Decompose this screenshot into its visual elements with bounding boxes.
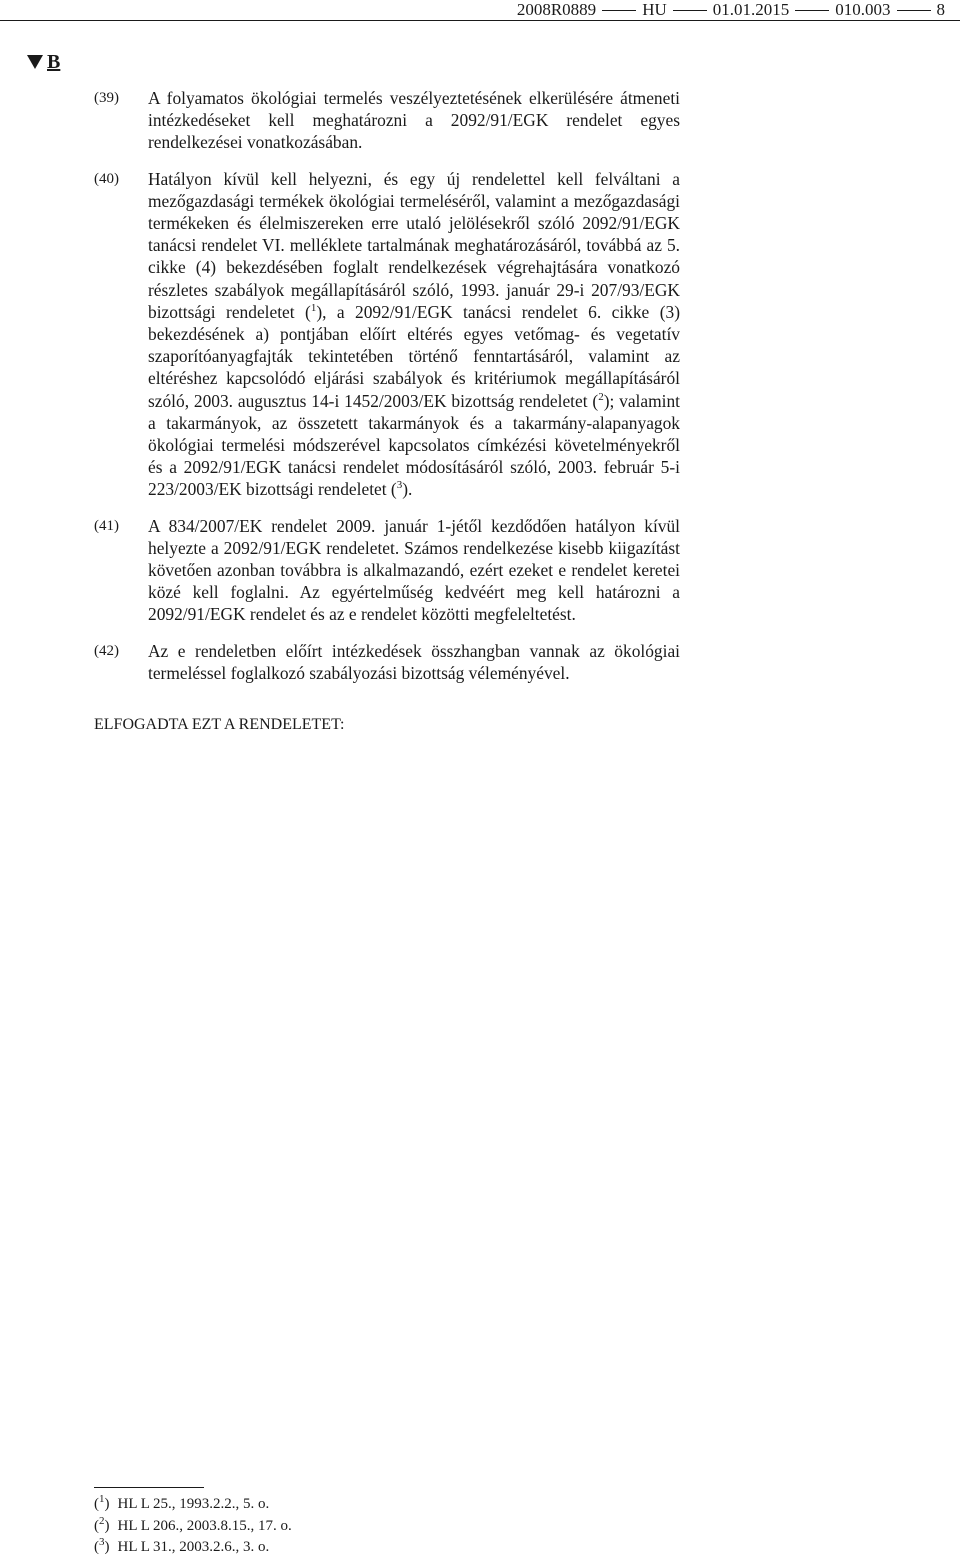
footnote-mark: 3 xyxy=(99,1536,105,1548)
footnote-rule xyxy=(94,1487,204,1488)
footnote-ref-2[interactable]: 2 xyxy=(598,390,604,403)
recital-41 xyxy=(0,515,960,626)
footnote-1: ($^1$) HL L 25., 1993.2.2., 5. o. xyxy=(94,1493,270,1512)
header-dash xyxy=(897,10,931,11)
recital-number: (41) xyxy=(94,517,119,534)
recital-text xyxy=(148,168,680,501)
header-celex: 2008R0889 xyxy=(516,0,597,19)
recital-text: A 834/2007/EK rendelet 2009. január 1-jétől kezdődően hatályon kívül helyezte a 2092/91/EGK rendeletet. Számos rendelkezése kisebb kiigazítást követően azonban továbbra is alkalmazandó, ezért ezeket e rendelet keretei közé kell foglalni. Az egyértelműség kedvéért meg kell határozni a 2092/91/EGK rendelet és az e rendelet közötti megfeleltetést. xyxy=(148,515,680,625)
recital-text-part: ). xyxy=(402,479,413,500)
header-dash xyxy=(602,10,636,11)
document-body xyxy=(0,87,960,736)
footnote-2: ($^2$) HL L 206., 2003.8.15., 17. o. xyxy=(94,1514,292,1534)
header-date: 01.01.2015 xyxy=(712,0,790,19)
header-dash xyxy=(673,10,707,11)
header-rule xyxy=(0,20,960,21)
footnote-ref-1[interactable]: 1 xyxy=(310,302,317,315)
footnote-mark: 1 xyxy=(99,1493,105,1505)
recital-text: Az e rendeletben előírt intézkedések összhangban vannak az ökológiai termeléssel foglalkozó szabályozási bizottság véleményével. xyxy=(148,640,680,683)
recital-39 xyxy=(0,87,960,154)
amendment-code: B xyxy=(47,51,61,73)
footnote-ref-3[interactable]: 3 xyxy=(396,479,403,492)
recital-42 xyxy=(0,640,960,684)
adoption-formula: ELFOGADTA EZT A RENDELETET: xyxy=(94,716,345,734)
footnote-text: HL L 25., 1993.2.2., 5. o. xyxy=(117,1496,270,1512)
running-header xyxy=(517,0,945,20)
header-lang: HU xyxy=(642,0,667,19)
recital-text: A folyamatos ökológiai termelés veszélyeztetésének elkerülésére átmeneti intézkedéseket kell meghatározni a 2092/91/EGK rendelet egyes rendelkezései vonatkozásában. xyxy=(148,88,680,153)
recital-number: (40) xyxy=(94,170,119,187)
triangle-down-icon xyxy=(27,55,43,69)
footnote-3: ($^3$) HL L 31., 2003.2.6., 3. o. xyxy=(94,1536,270,1555)
recital-number: (42) xyxy=(94,642,119,659)
recital-text-part: ), a 2092/91/EGK tanácsi rendelet 6. cikke (3) bekezdésének a) pontjában előírt eltérés egyes vetőmag- és vegetatív szaporítóanyagfajták tekintetében történő fenntartásáról, valamint az eltéréshez kapcsolódó eljárási szabályok és kritériumok megállapításáról szóló, 2003. augusztus 14-i 1452/2003/EK bizottság rendeletet ( xyxy=(148,301,680,411)
footnote-mark: 2 xyxy=(99,1514,105,1527)
footnotes xyxy=(94,1494,694,1559)
footnote-text: HL L 206., 2003.8.15., 17. o. xyxy=(117,1517,292,1534)
recital-number: (39) xyxy=(94,90,119,106)
header-page-number: 8 xyxy=(936,0,945,19)
amendment-marker xyxy=(27,51,60,73)
recital-text-part: Hatályon kívül kell helyezni, és egy új rendelettel kell felváltani a mezőgazdasági termékek ökológiai termeléséről, valamint a mezőgazdasági termékeken és élelmiszereken erre utaló jelölésekről szóló 2092/91/EGK tanácsi rendelet VI. melléklete tartalmának meghatározásáról, továbbá az 5. cikke (4) bekezdésében foglalt rendelkezések végrehajtására vonatkozó részletes szabályok megállapításáról szóló, 1993. január 29-i 207/93/EGK bizottsági rendeletet ( xyxy=(148,168,680,322)
header-version: 010.003 xyxy=(835,0,891,19)
header-dash xyxy=(795,10,829,11)
recital-text-part: ); valamint a takarmányok, az összetett takarmányok és a takarmány-alapanyagok ökológiai termelési módszerével kapcsolatos címkézési követelményekről és a 2092/91/EGK tanácsi rendelet módosításáról szóló, 2003. február 5-i 223/2003/EK bizottsági rendeletet ( xyxy=(148,390,680,500)
footnote-text: HL L 31., 2003.2.6., 3. o. xyxy=(117,1539,270,1555)
recital-40 xyxy=(0,168,960,501)
